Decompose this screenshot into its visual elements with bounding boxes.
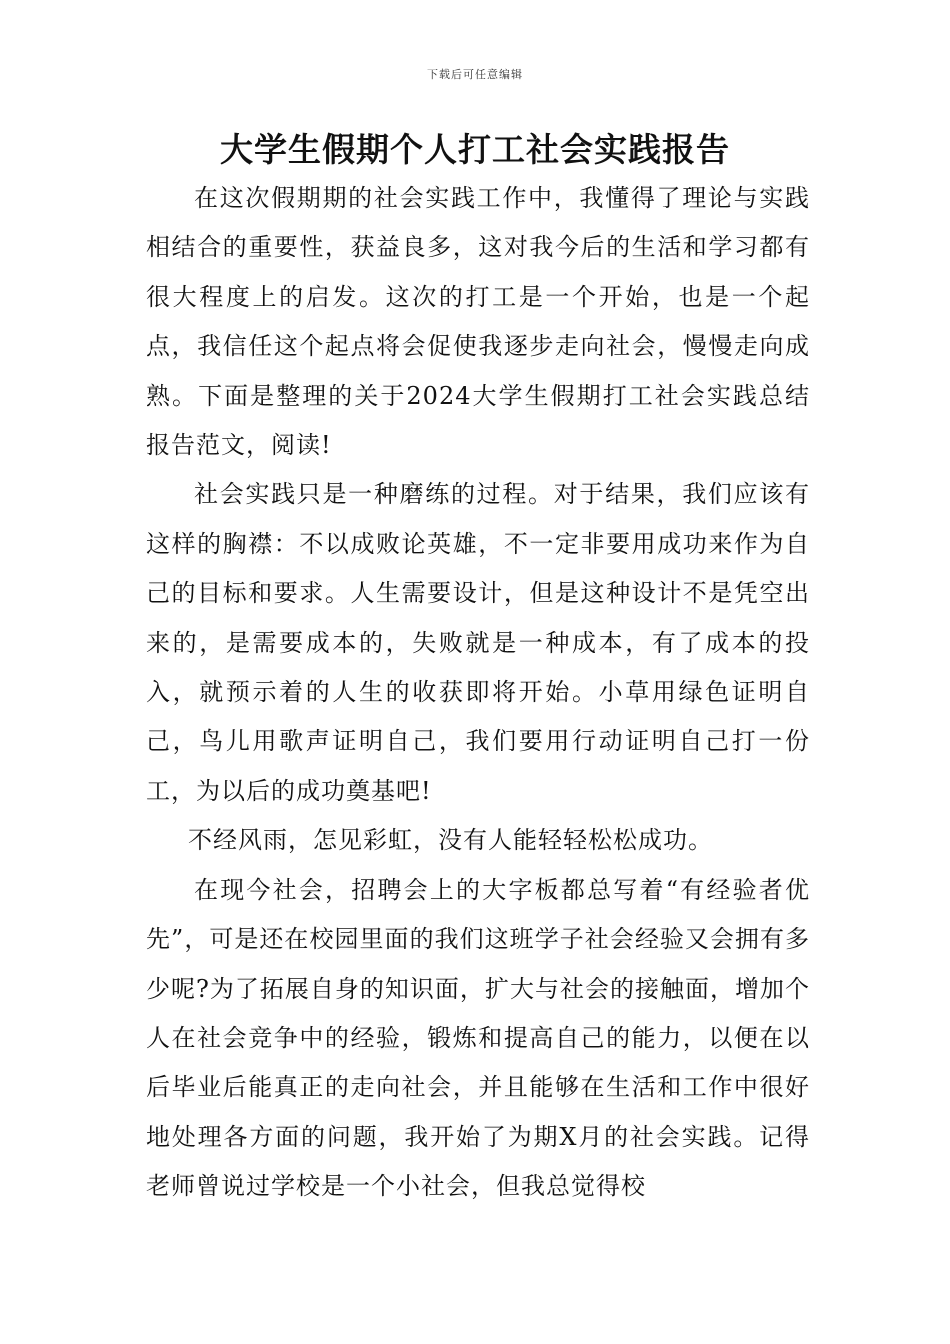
paragraph-intro: 在这次假期期的社会实践工作中，我懂得了理论与实践相结合的重要性，获益良多，这对我今后的生活和学习都有很大程度上的启发。这次的打工是一个开始，也是一个起点，我信任这个起点将会促使我逐步走向社会，慢慢走向成熟。下面是整理的关于2024大学生假期打工社会实践总结报告范文，阅读!	[146, 184, 810, 460]
document-title: 大学生假期个人打工社会实践报告	[220, 130, 730, 169]
paragraph-experience: 在现今社会，招聘会上的大字板都总写着“有经验者优先”，可是还在校园里面的我们这班学子社会经验又会拥有多少呢?为了拓展自身的知识面，扩大与社会的接触面，增加个人在社会竞争中的经验，锻炼和提高自己的能力，以便在以后毕业后能真正的走向社会，并且能够在生活和工作中很好地处理各方面的问题，我开始了为期X月的社会实践。记得老师曾说过学校是一个小社会，但我总觉得校	[146, 875, 810, 1201]
paragraph-rainbow: 不经风雨，怎见彩虹，没有人能轻轻松松成功。	[188, 826, 713, 855]
paragraph-practice: 社会实践只是一种磨练的过程。对于结果，我们应该有这样的胸襟：不以成败论英雄，不一定非要用成功来作为自己的目标和要求。人生需要设计，但是这种设计不是凭空出来的，是需要成本的，失败就是一种成本，有了成本的投入，就预示着的人生的收获即将开始。小草用绿色证明自己，鸟儿用歌声证明自己，我们要用行动证明自己打一份工，为以后的成功奠基吧!	[146, 480, 810, 805]
document-body	[146, 174, 810, 1212]
header-note: 下载后可任意编辑	[427, 68, 523, 81]
